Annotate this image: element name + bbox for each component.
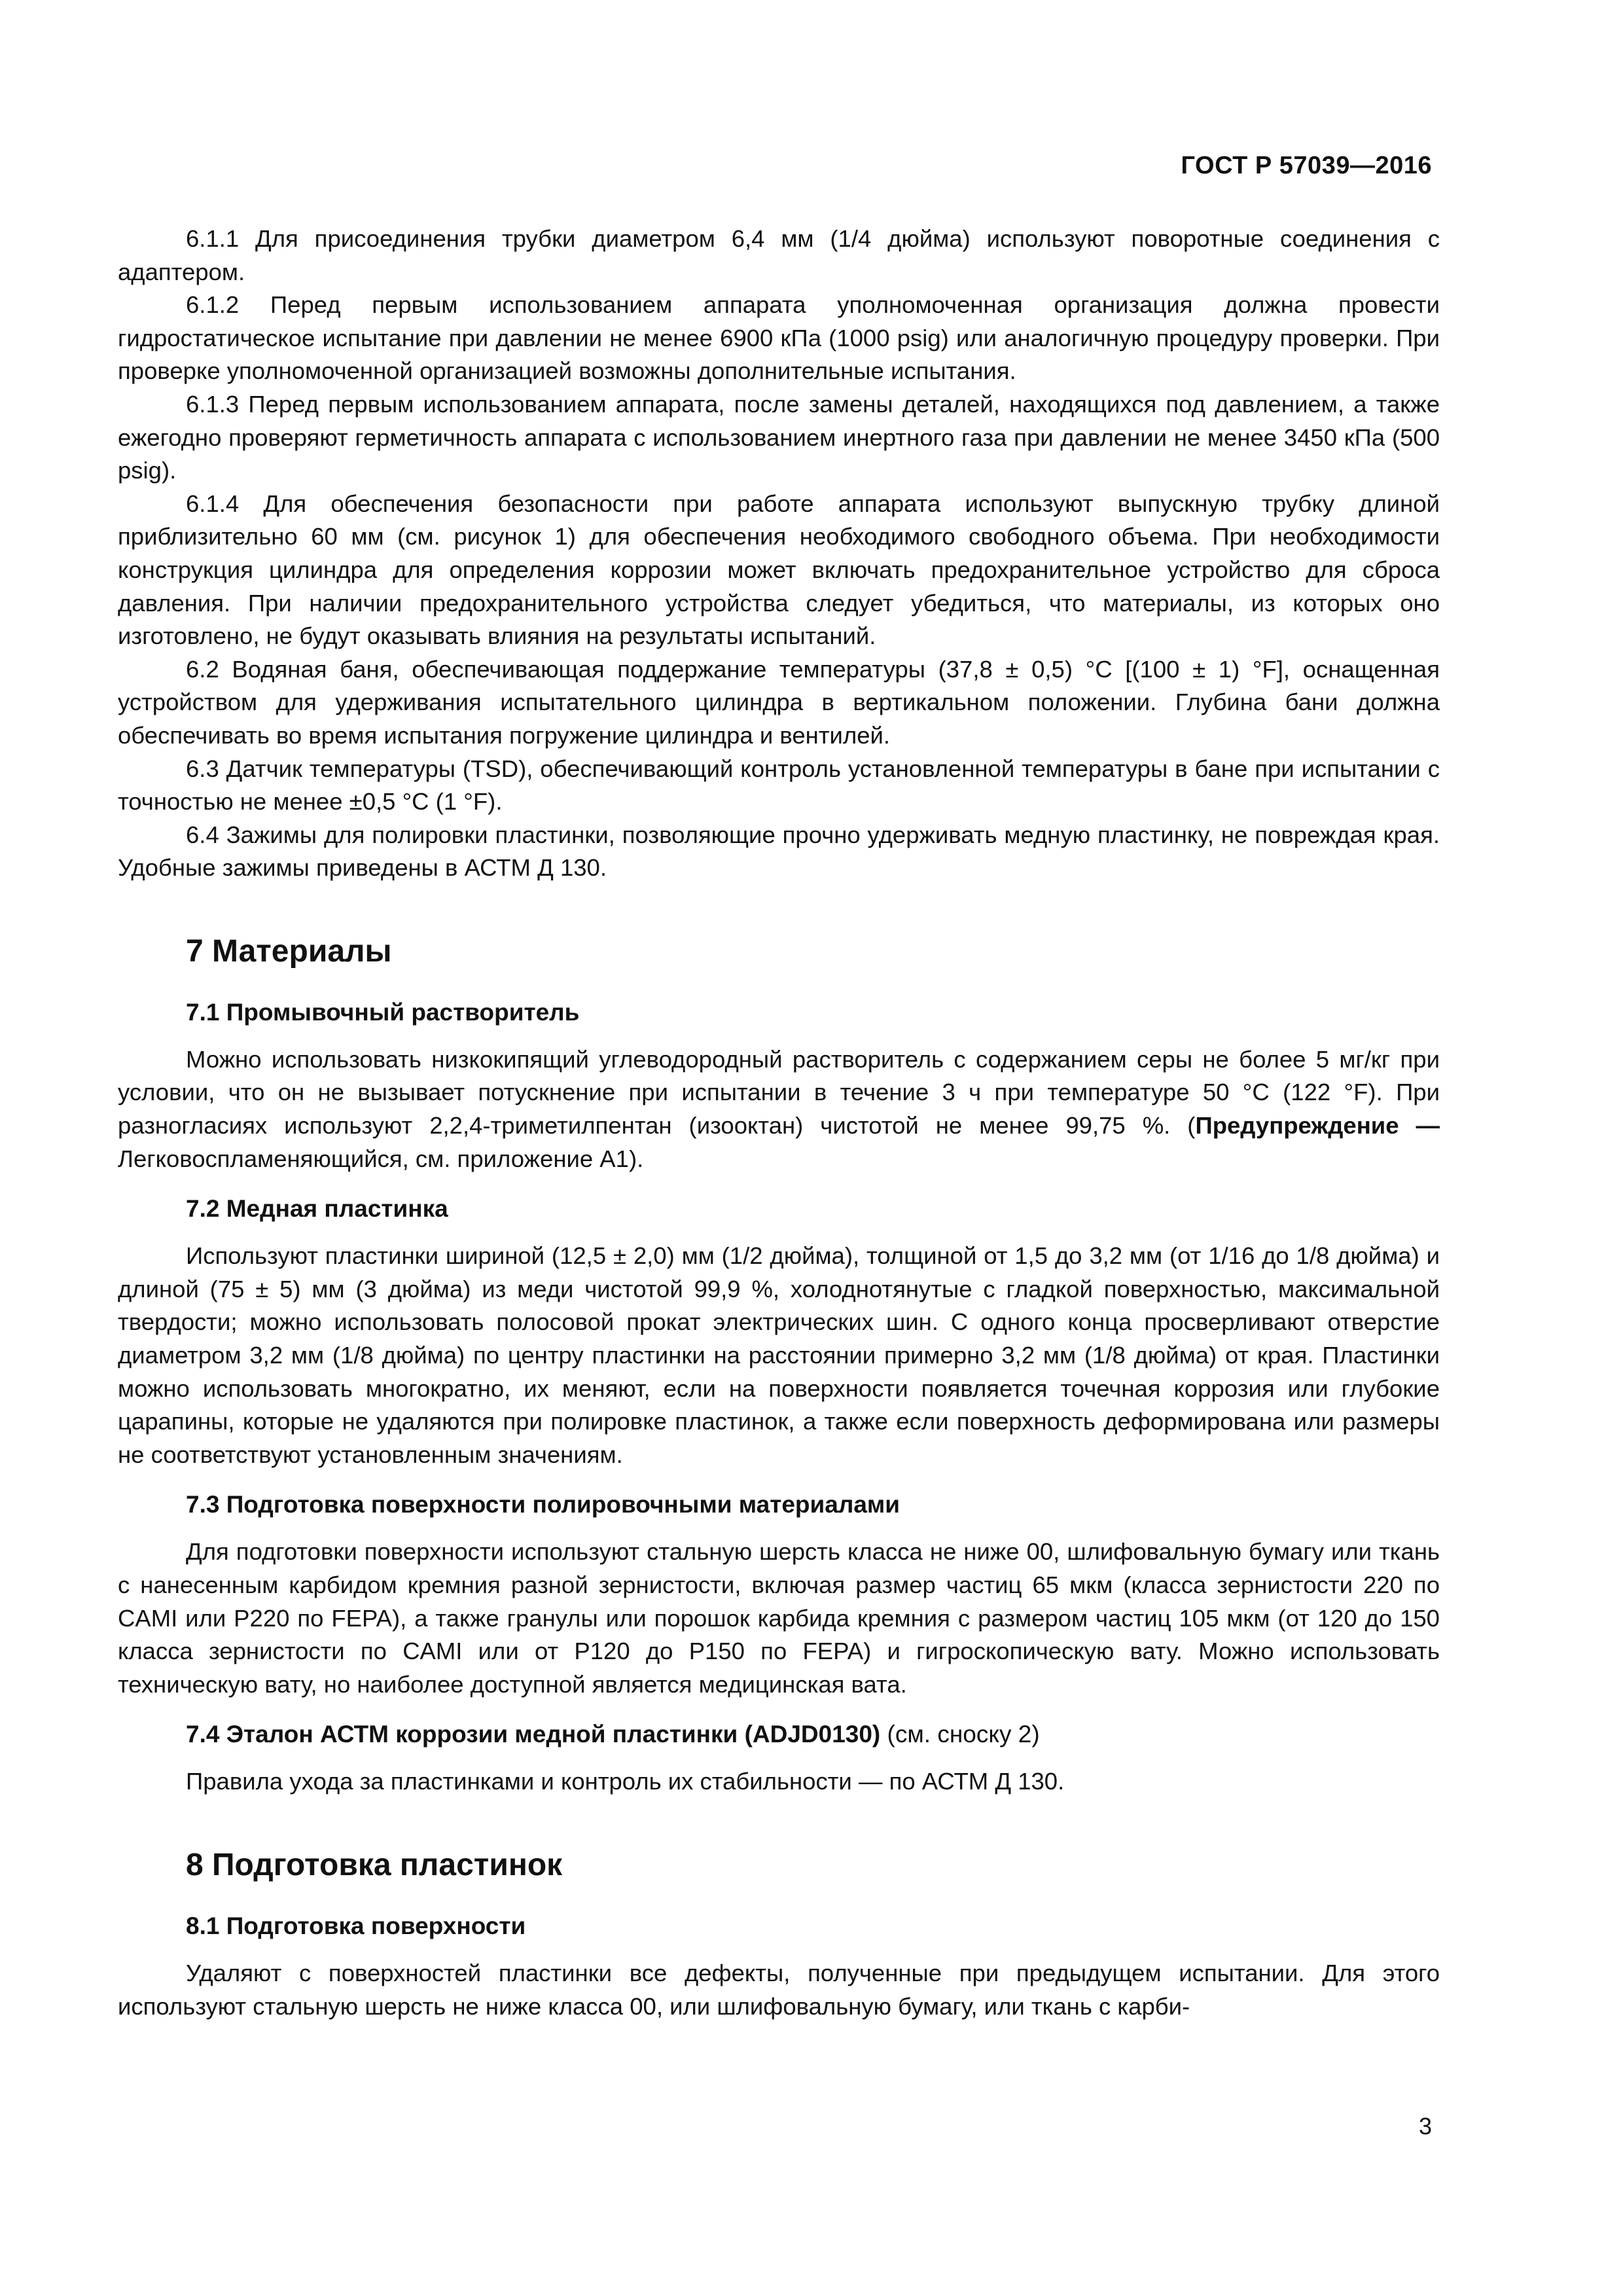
- subsection-7-3-heading: 7.3 Подготовка поверхности полировочными материалами: [186, 1491, 901, 1518]
- subsection-7-2-heading: 7.2 Медная пластинка: [186, 1195, 448, 1223]
- page-content: [118, 223, 1440, 2023]
- subsection-7-2-text: Используют пластинки шириной (12,5 ± 2,0) мм (1/2 дюйма), толщиной от 1,5 до 3,2 мм (от 1/16 до 1/8 дюйма) и длиной (75 ± 5) мм (3 дюйма) из меди чистотой 99,9 %, холоднотянутые с гладкой поверхностью, максимальной твердости; можно использовать полосовой прокат электрических шин. С одного конца просверливают отверстие диаметром 3,2 мм (1/8 дюйма) по центру пластинки на расстоянии примерно 3,2 мм (1/8 дюйма) от края. Пластинки можно использовать многократно, их меняют, если на поверхности появляется точечная коррозия или глубокие царапины, которые не удаляются при полировке пластинок, а также если поверхность деформирована или размеры не соответствуют установленным значениям.: [118, 1242, 1440, 1468]
- section-7-title: 7 Материалы: [186, 933, 392, 969]
- subsection-7-3-text: Для подготовки поверхности используют стальную шерсть класса не ниже 00, шлифовальную бумагу или ткань с нанесенным карбидом кремния разной зернистости, включая размер частиц 65 мкм (класса зернистости 220 по CAMI или P220 по FEPA), а также гранулы или порошок карбида кремния с размером частиц 105 мкм (от 120 до 150 класса зернистости по CAMI или от P120 до P150 по FEPA) и гигроскопическую вату. Можно использовать техническую вату, но наиболее доступной является медицинская вата.: [118, 1538, 1440, 1698]
- heading-text: 7.4 Эталон АСТМ коррозии медной пластинки (ADJD0130): [186, 1721, 881, 1748]
- warning-label: Предупреждение —: [1195, 1112, 1440, 1139]
- clause-6-1-1: 6.1.1 Для присоединения трубки диаметром 6,4 мм (1/4 дюйма) используют поворотные соединения с адаптером.: [118, 225, 1440, 285]
- clause-6-2: 6.2 Водяная баня, обеспечивающая поддержание температуры (37,8 ± 0,5) °С [(100 ± 1) °F], оснащенная устройством для удерживания испытательного цилиндра в вертикальном положении. Глубина бани должна обеспечивать во время испытания погружение цилиндра и вентилей.: [118, 655, 1440, 749]
- clause-6-1-4: 6.1.4 Для обеспечения безопасности при работе аппарата используют выпускную трубку длиной приблизительно 60 мм (см. рисунок 1) для обеспечения необходимого свободного объема. При необходимости конструкция цилиндра для определения коррозии может включать предохранительное устройство для сброса давления. При наличии предохранительного устройства следует убедиться, что материалы, из которых оно изготовлено, не будут оказывать влияния на результаты испытаний.: [118, 490, 1440, 650]
- clause-6-3: 6.3 Датчик температуры (TSD), обеспечивающий контроль установленной температуры в бане при испытании с точностью не менее ±0,5 °С (1 °F).: [118, 755, 1440, 816]
- text-part: Можно использовать низкокипящий углеводородный растворитель с содержанием серы не более 5 мг/кг при условии, что он не вызывает потускнение при испытании в течение 3 ч при температуре 50 °С (122 °F). При разногласиях используют 2,2,4-триметилпентан (изооктан) чистотой не менее 99,75 %. (: [118, 1045, 1440, 1139]
- text-part: Легковоспламеняющийся, см. приложение А1).: [118, 1145, 644, 1172]
- footnote-reference: (см. сноску 2): [880, 1721, 1040, 1748]
- subsection-8-1-text: Удаляют с поверхностей пластинки все дефекты, полученные при предыдущем испытании. Для этого используют стальную шерсть не ниже класса 00, или шлифовальную бумагу, или ткань с карби-: [118, 1959, 1440, 2020]
- page-number: 3: [1418, 2113, 1432, 2140]
- subsection-7-1-text: [118, 1043, 1440, 1175]
- subsection-7-1-heading: 7.1 Промывочный растворитель: [186, 998, 580, 1026]
- subsection-7-4-heading: [118, 1718, 1440, 1751]
- document-id-header: ГОСТ Р 57039—2016: [1181, 152, 1432, 179]
- clause-6-1-3: 6.1.3 Перед первым использованием аппарата, после замены деталей, находящихся под давлением, а также ежегодно проверяют герметичность аппарата с использованием инертного газа при давлении не менее 3450 кПа (500 psig).: [118, 390, 1440, 484]
- section-8-title: 8 Подготовка пластинок: [186, 1847, 563, 1882]
- clause-6-4: 6.4 Зажимы для полировки пластинки, позволяющие прочно удерживать медную пластинку, не повреждая края. Удобные зажимы приведены в АСТМ Д 130.: [118, 821, 1440, 882]
- subsection-7-4-text: Правила ухода за пластинками и контроль их стабильности — по АСТМ Д 130.: [186, 1768, 1065, 1795]
- clause-6-1-2: 6.1.2 Перед первым использованием аппарата уполномоченная организация должна провести гидростатическое испытание при давлении не менее 6900 кПа (1000 psig) или аналогичную процедуру проверки. При проверке уполномоченной организацией возможны дополнительные испытания.: [118, 291, 1440, 385]
- subsection-8-1-heading: 8.1 Подготовка поверхности: [186, 1912, 526, 1939]
